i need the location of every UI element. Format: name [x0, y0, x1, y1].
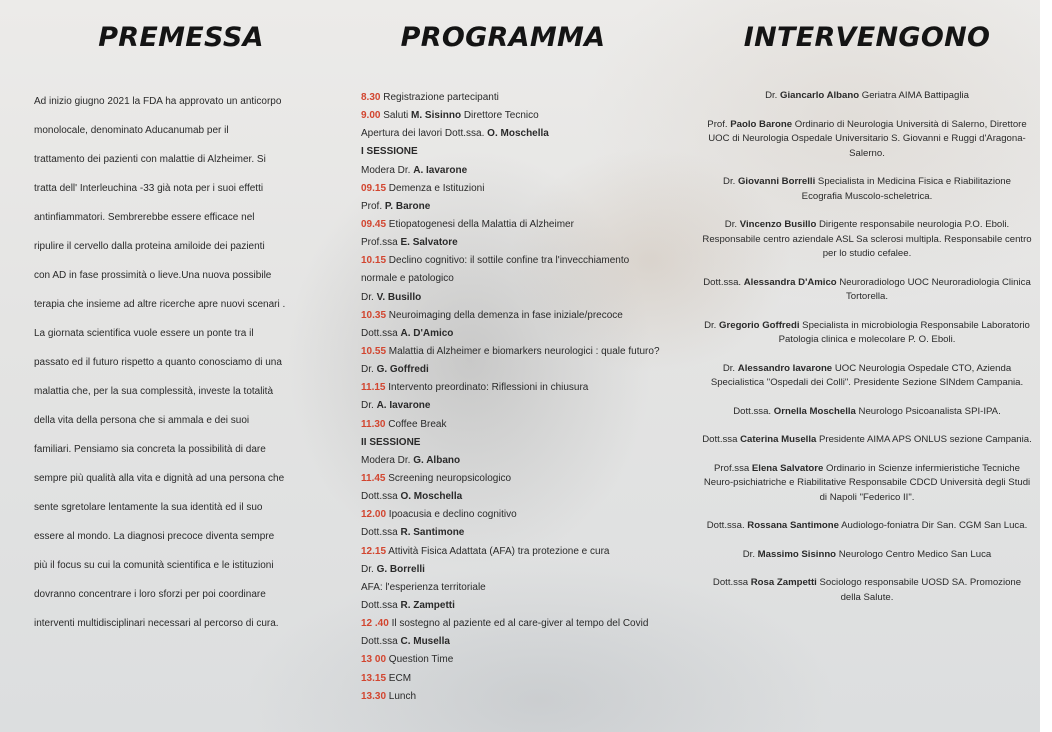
program-name: M. Sisinno	[411, 110, 462, 122]
speaker-title: Dr.	[704, 319, 720, 331]
speaker-entry	[702, 118, 1032, 162]
program-text: Dr.	[361, 364, 377, 376]
program-detail	[361, 143, 661, 161]
program-detail	[361, 234, 661, 252]
program-name: A. Iavarone	[413, 164, 468, 176]
program-time: 8.30	[361, 92, 381, 103]
program-item	[361, 543, 661, 561]
program-text: Ipoacusia e declino cognitivo	[386, 509, 517, 521]
program-text: Dott.ssa	[361, 491, 401, 503]
program-text: Modera Dr.	[361, 454, 414, 466]
program-detail	[361, 579, 661, 597]
speaker-title: Dr.	[723, 176, 738, 187]
program-text: Demenza e Istituzioni	[386, 182, 485, 194]
program-text: ECM	[386, 672, 412, 684]
speaker-name: Ornella Moschella	[773, 405, 856, 417]
speaker-list	[702, 89, 1032, 605]
program-role: Direttore Tecnico	[461, 110, 539, 122]
speaker-name: Alessandra D'Amico	[743, 276, 837, 288]
premessa-line: antinfiammatori. Sembrerebbe essere efficace nel	[34, 212, 255, 223]
program-item	[361, 89, 661, 107]
program-detail	[361, 397, 661, 415]
intervengono-title: INTERVENGONO	[743, 22, 991, 53]
speaker-description: Neurologo Centro Medico San Luca	[836, 548, 992, 560]
speaker-name: Gregorio Goffredi	[719, 319, 800, 331]
program-name: G. Goffredi	[376, 364, 429, 376]
program-detail	[361, 561, 661, 579]
program-text: Declino cognitivo: il sottile confine tra l'invecchiamento normale e patologico	[361, 255, 630, 285]
program-text: Neuroimaging della demenza in fase iniziale/precoce	[386, 309, 623, 321]
program-item	[361, 470, 661, 488]
program-time: 11.30	[361, 418, 386, 430]
speaker-title: Dr.	[742, 548, 758, 560]
program-item	[361, 651, 661, 669]
program-name: A. Iavarone	[376, 400, 431, 412]
program-item	[361, 506, 661, 524]
premessa-title: PREMESSA	[98, 22, 264, 53]
speaker-title: Prof.	[707, 118, 731, 130]
program-text: Dott.ssa	[361, 527, 401, 539]
program-text: Etiopatogenesi della Malattia di Alzheimer	[386, 218, 574, 230]
speaker-entry	[702, 362, 1032, 391]
program-name: P. Barone	[384, 200, 431, 212]
program-detail	[361, 488, 661, 506]
program-time: 09.15	[361, 182, 387, 194]
program-name: O. Moschella	[487, 128, 549, 140]
premessa-line: passato ed il futuro rispetto a quanto conosciamo di una	[34, 357, 282, 368]
program-item	[361, 379, 661, 397]
speaker-entry	[702, 319, 1032, 348]
program-list	[361, 89, 661, 706]
premessa-column	[34, 0, 312, 629]
speaker-title: Dott.ssa.	[706, 520, 748, 531]
speaker-description: Neurologo Psicoanalista SPI-IPA.	[855, 405, 1001, 417]
program-text: Dott.ssa	[361, 636, 401, 648]
premessa-line: monolocale, denominato Aducanumab per il	[34, 125, 229, 136]
premessa-line: con AD in fase prossimità o lieve.Una nuova possibile	[34, 270, 272, 281]
speaker-description: UOC Neurologia Ospedale CTO, Azienda Specialistica "Ospedali dei Colli". Presidente Sezione SINdem Campania.	[710, 362, 1024, 388]
program-name: A. D'Amico	[400, 327, 454, 339]
program-detail	[361, 452, 661, 470]
program-item	[361, 107, 661, 125]
programma-column	[361, 0, 661, 702]
speaker-name: Alessandro Iavarone	[737, 362, 833, 374]
premessa-line: sempre più qualità alla vita e dignità ad una persona che	[34, 473, 285, 484]
speaker-description: Ordinario in Scienze infermieristiche Tecniche Neuro-psichiatriche e Riabilitative Responsabile CDCD Università degli Studi di Napoli "Federico II".	[703, 462, 1031, 503]
program-text: AFA: l'esperienza territoriale	[361, 581, 486, 593]
program-detail	[361, 125, 661, 143]
speaker-description: Presidente AIMA APS ONLUS sezione Campania.	[816, 434, 1032, 445]
program-text: Modera Dr.	[361, 164, 414, 176]
speaker-description: Specialista in microbiologia Responsabile Laboratorio Patologia clinica e molecolare P. O. Eboli.	[778, 319, 1030, 345]
program-name: I SESSIONE	[361, 146, 418, 158]
program-text: Dr.	[361, 291, 377, 303]
program-detail	[361, 289, 661, 307]
premessa-line: Ad inizio giugno 2021 la FDA ha approvato un anticorpo	[34, 96, 282, 107]
speaker-title: Dott.ssa.	[733, 405, 774, 417]
program-time: 11.45	[361, 473, 386, 484]
program-time: 13.30	[361, 690, 387, 702]
program-item	[361, 180, 661, 198]
program-text: Prof.	[361, 200, 385, 212]
speaker-title: Dr.	[765, 90, 780, 101]
program-time: 9.00	[361, 110, 381, 122]
program-text: Malattia di Alzheimer e biomarkers neurologici : quale futuro?	[386, 346, 660, 357]
speaker-name: Paolo Barone	[730, 118, 793, 130]
premessa-line: della vita della persona che si ammala e dei suoi	[34, 415, 250, 426]
speaker-title: Prof.ssa	[714, 462, 752, 474]
premessa-line: interventi multidisciplinari necessari al percorso di cura.	[34, 618, 279, 629]
program-item	[361, 252, 661, 288]
speaker-name: Vincenzo Busillo	[739, 219, 817, 230]
speaker-entry	[702, 519, 1032, 534]
speaker-entry	[702, 276, 1032, 305]
program-detail	[361, 325, 661, 343]
program-item	[361, 688, 661, 706]
speaker-entry	[702, 548, 1032, 563]
premessa-line: malattia che, per la sua complessità, investe la totalità	[34, 386, 274, 397]
speaker-entry	[702, 405, 1032, 420]
program-item	[361, 670, 661, 688]
program-time: 13.15	[361, 672, 387, 684]
program-item	[361, 216, 661, 234]
speaker-name: Rossana Santimone	[747, 520, 839, 531]
speaker-description: Sociologo responsabile UOSD SA. Promozione della Salute.	[816, 577, 1022, 603]
program-item	[361, 307, 661, 325]
speaker-description: Ordinario di Neurologia Università di Salerno, Direttore UOC di Neurologia Ospedale Universitario S. Giovanni e Ruggi d'Aragona- Salerno.	[708, 118, 1027, 159]
program-detail	[361, 361, 661, 379]
program-detail	[361, 524, 661, 542]
premessa-line: La giornata scientifica vuole essere un ponte tra il	[34, 328, 254, 339]
premessa-line: trattamento dei pazienti con malattie di Alzheimer. Si	[34, 154, 266, 165]
speaker-entry	[702, 175, 1032, 204]
program-name: R. Zampetti	[400, 599, 455, 611]
program-text: Apertura dei lavori Dott.ssa.	[361, 128, 488, 140]
speaker-description: Audiologo-foniatra Dir San. CGM San Luca.	[838, 520, 1028, 531]
speaker-name: Elena Salvatore	[751, 462, 824, 474]
program-time: 12 .40	[361, 618, 389, 630]
program-text: Prof.ssa	[361, 237, 401, 249]
program-text: Lunch	[386, 690, 417, 702]
premessa-line: ripulire il cervello dalla proteina amiloide dei pazienti	[34, 241, 265, 252]
speaker-description: Dirigente responsabile neurologia P.O. Eboli. Responsabile centro aziendale ASL Sa sclerosi multipla. Responsabile centro per lo studio cefalee.	[702, 219, 1032, 259]
speaker-description: Specialista in Medicina Fisica e Riabilitazione Ecografia Muscolo-scheletrica.	[801, 176, 1011, 202]
speaker-name: Caterina Musella	[740, 434, 817, 445]
program-item	[361, 416, 661, 434]
speaker-title: Dott.ssa.	[703, 276, 744, 288]
page-edge	[1040, 0, 1052, 732]
program-text: Dott.ssa	[361, 599, 401, 611]
program-name: O. Moschella	[400, 491, 463, 503]
speaker-title: Dott.ssa	[702, 434, 741, 445]
speaker-name: Rosa Zampetti	[750, 577, 817, 588]
program-text: Intervento preordinato: Riflessioni in chiusura	[385, 382, 589, 394]
program-text: Dott.ssa	[361, 327, 401, 339]
program-detail	[361, 597, 661, 615]
program-time: 10.15	[361, 255, 387, 267]
speaker-name: Giovanni Borrelli	[737, 176, 816, 187]
program-text: Dr.	[361, 400, 377, 412]
program-text: Dr.	[361, 563, 377, 575]
speaker-entry	[702, 89, 1032, 104]
program-detail	[361, 162, 661, 180]
speaker-entry	[702, 433, 1032, 448]
program-text: Registrazione partecipanti	[380, 92, 499, 103]
speaker-entry	[702, 576, 1032, 605]
program-name: E. Salvatore	[400, 237, 458, 249]
speaker-description: Geriatra AIMA Battipaglia	[859, 90, 969, 101]
intervengono-column	[702, 0, 1032, 603]
program-text: Il sostegno al paziente ed al care-giver al tempo del Covid	[388, 618, 649, 630]
program-time: 11.15	[361, 382, 386, 394]
speaker-title: Dr.	[724, 219, 740, 230]
program-time: 10.35	[361, 309, 387, 321]
program-name: R. Santimone	[400, 527, 465, 539]
program-text: Attività Fisica Adattata (AFA) tra protezione e cura	[386, 545, 610, 557]
premessa-line: dovranno concentrare i loro sforzi per poi coordinare	[34, 589, 266, 600]
program-name: G. Borrelli	[376, 563, 425, 575]
premessa-line: tratta dell' Interleuchina -33 già nota per i suoi effetti	[34, 183, 264, 194]
program-time: 12.15	[361, 545, 387, 557]
program-detail	[361, 633, 661, 651]
program-text: Screening neuropsicologico	[385, 473, 512, 484]
speaker-entry	[702, 218, 1032, 262]
speaker-name: Massimo Sisinno	[757, 548, 837, 560]
premessa-text	[34, 96, 312, 647]
program-item	[361, 615, 661, 633]
premessa-line: terapia che insieme ad altre ricerche apre nuovi scenari .	[34, 299, 286, 310]
programma-title: PROGRAMMA	[400, 22, 606, 53]
speaker-title: Dr.	[722, 362, 738, 374]
premessa-line: più il focus su cui la comunità scientifica e le istituzioni	[34, 560, 274, 571]
premessa-line: sente sgretolare lentamente la sua identità ed il suo	[34, 502, 263, 513]
program-detail	[361, 434, 661, 452]
program-time: 12.00	[361, 509, 387, 521]
speaker-title: Dott.ssa	[712, 577, 751, 588]
program-text: Saluti	[380, 110, 412, 122]
program-time: 09.45	[361, 218, 387, 230]
program-name: II SESSIONE	[361, 436, 421, 448]
program-detail	[361, 198, 661, 216]
program-time: 13 00	[361, 654, 387, 666]
speaker-name: Giancarlo Albano	[780, 90, 860, 101]
program-name: C. Musella	[400, 636, 450, 648]
program-text: Question Time	[386, 654, 454, 666]
program-time: 10.55	[361, 346, 387, 357]
speaker-description: Neuroradiologo UOC Neuroradiologia Clinica Tortorella.	[836, 276, 1031, 302]
program-item	[361, 343, 661, 361]
speaker-entry	[702, 462, 1032, 506]
premessa-line: essere al mondo. La diagnosi precoce diventa sempre	[34, 531, 275, 542]
program-text: Coffee Break	[385, 418, 447, 430]
premessa-line: familiari. Pensiamo sia concreta la possibilità di dare	[34, 444, 266, 455]
program-name: G. Albano	[413, 454, 461, 466]
program-name: V. Busillo	[376, 291, 422, 303]
